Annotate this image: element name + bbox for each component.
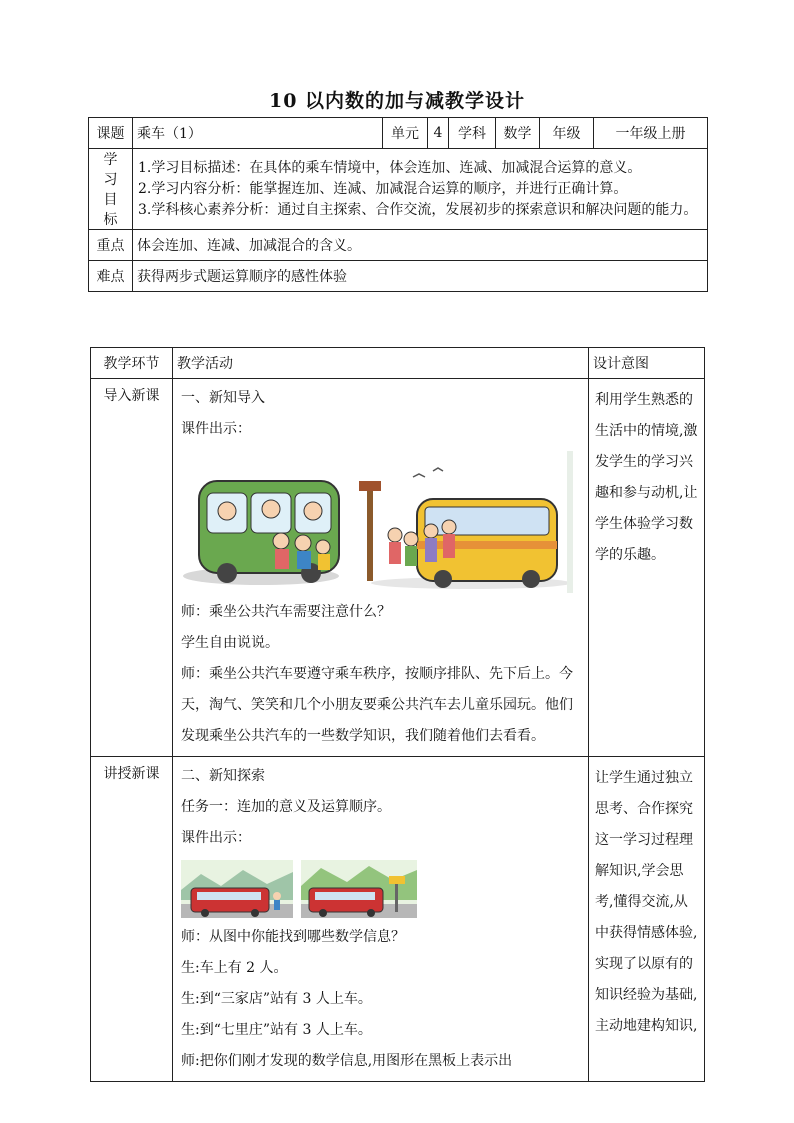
activity-line: 师：从图中你能找到哪些数学信息？ [181, 929, 405, 945]
intent-new-lesson: 让学生通过独立思考、合作探究这一学习过程理解知识,学会思考,懂得交流,从中获得情感体验,实现了以原有的知识经验为基础,主动地建构知识, [589, 757, 705, 1082]
topic-label: 课题 [89, 118, 133, 149]
key-value: 体会连加、连减、加减混合的含义。 [133, 230, 708, 261]
subject-label: 学科 [449, 118, 496, 149]
bus-scene-illustration [181, 451, 580, 593]
intent-intro: 利用学生熟悉的生活中的情境,激发学生的学习兴趣和参与动机,让学生体验学习数学的乐趣。 [589, 379, 705, 757]
activity-line: 学生自由说说。 [181, 635, 279, 651]
stage-intro: 导入新课 [91, 379, 173, 757]
activity-intro [173, 379, 589, 757]
subject-value: 数学 [496, 118, 540, 149]
info-table [88, 117, 708, 292]
page-title: 10 以内数的加与减教学设计 [268, 90, 526, 112]
key-label: 重点 [89, 230, 133, 261]
objective-3: 3.学科核心素养分析：通过自主探索、合作交流，发展初步的探索意识和解决问题的能力。 [138, 201, 698, 218]
activity-line: 师：乘坐公共汽车要遵守乘车秩序，按顺序排队、先下后上。今天，淘气、笑笑和几个小朋友要乘公共汽车去儿童乐园玩。他们发现乘坐公共汽车的一些数学知识，我们随着他们去看看。 [181, 666, 573, 744]
topic-value: 乘车（1） [133, 118, 383, 149]
activity-line: 课件出示： [181, 830, 251, 846]
activity-line: 师:把你们刚才发现的数学信息,用图形在黑板上表示出 [181, 1053, 513, 1069]
unit-value: 4 [428, 118, 449, 149]
activity-line: 任务一：连加的意义及运算顺序。 [181, 799, 391, 815]
header-intent: 设计意图 [589, 348, 705, 379]
stage-new-lesson: 讲授新课 [91, 757, 173, 1082]
lesson-table [90, 347, 705, 1082]
activity-line: 一、新知导入 [181, 390, 265, 406]
objective-2: 2.学习内容分析：能掌握连加、连减、加减混合运算的顺序，并进行正确计算。 [138, 180, 628, 197]
activity-line: 二、新知探索 [181, 768, 265, 784]
activity-line: 师：乘坐公共汽车需要注意什么？ [181, 604, 391, 620]
objectives-label: 学习目标 [89, 149, 133, 230]
activity-new-lesson [173, 757, 589, 1082]
difficulty-label: 难点 [89, 261, 133, 292]
activity-line: 生:到“三家店”站有 3 人上车。 [181, 991, 372, 1007]
difficulty-value: 获得两步式题运算顺序的感性体验 [133, 261, 708, 292]
objective-1: 1.学习目标描述：在具体的乘车情境中，体会连加、连减、加减混合运算的意义。 [138, 159, 642, 176]
unit-label: 单元 [383, 118, 428, 149]
activity-line: 课件出示： [181, 421, 251, 437]
header-stage: 教学环节 [91, 348, 173, 379]
grade-label: 年级 [540, 118, 594, 149]
activity-line: 生:车上有 2 人。 [181, 960, 288, 976]
objectives-cell [133, 149, 708, 230]
header-activity: 教学活动 [173, 348, 589, 379]
activity-line: 生:到“七里庄”站有 3 人上车。 [181, 1022, 372, 1038]
bus-stops-illustration [181, 860, 580, 918]
grade-value: 一年级上册 [594, 118, 708, 149]
